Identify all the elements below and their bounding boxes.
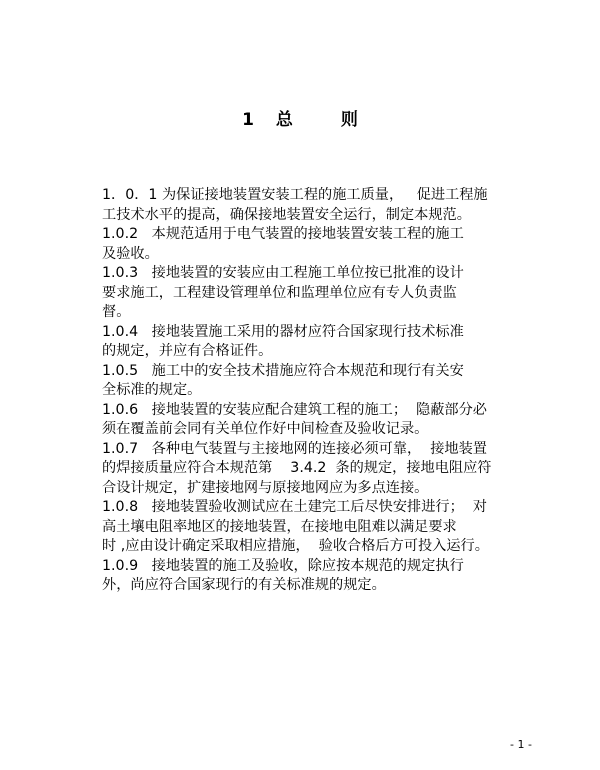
text-line: 时 ,应由设计确定采取相应措施， 验收合格后方可投入运行。	[102, 538, 489, 554]
text-line: 1.0.5 施工中的安全技术措施应符合本规范和现行有关安	[102, 362, 464, 379]
text-line: 1．0．1 为保证接地装置安装工程的施工质量， 促进工程施	[102, 187, 488, 203]
chapter-title-char-1: 总	[275, 110, 293, 130]
text-line: 须在覆盖前会同有关单位作好中间检查及验收记录。	[102, 421, 429, 437]
text-line: 的焊接质量应符合本规范第 3.4.2 条的规定，接地电阻应符	[102, 460, 492, 476]
page-number: - 1 -	[510, 738, 532, 751]
text-line: 全标准的规定。	[102, 382, 202, 398]
text-line: 高土壤电阻率地区的接地装置，在接地电阻难以满足要求	[102, 518, 457, 535]
text-line: 1.0.4 接地装置施工采用的器材应符合国家现行技术标准	[102, 323, 464, 340]
text-line: 工技术水平的提高，确保接地装置安全运行，制定本规范。	[102, 206, 471, 223]
chapter-title	[0, 109, 600, 131]
text-line: 合设计规定，扩建接地网与原接地网应为多点连接。	[102, 479, 429, 496]
text-line: 外，尚应符合国家现行的有关标准规的规定。	[102, 577, 386, 593]
text-line: 督。	[102, 304, 131, 320]
text-line: 1.0.9 接地装置的施工及验收，除应按本规范的规定执行	[102, 557, 464, 574]
text-line: 要求施工，工程建设管理单位和监理单位应有专人负责监	[102, 284, 457, 301]
text-line: 的规定，并应有合格证件。	[102, 343, 273, 359]
text-line: 1.0.8 接地装置验收测试应在土建完工后尽快安排进行； 对	[102, 499, 487, 515]
text-line: 1.0.3 接地装置的安装应由工程施工单位按已批准的设计	[102, 265, 464, 281]
chapter-number: 1	[242, 110, 254, 130]
text-line: 1.0.6 接地装置的安装应配合建筑工程的施工； 隐蔽部分必	[102, 401, 487, 418]
clause-text-block	[102, 186, 542, 596]
chapter-title-char-2: 则	[340, 110, 358, 130]
text-line: 及验收。	[102, 245, 159, 262]
text-line: 1.0.2 本规范适用于电气装置的接地装置安装工程的施工	[102, 226, 464, 242]
text-line: 1.0.7 各种电气装置与主接地网的连接必须可靠， 接地装置	[102, 440, 487, 457]
